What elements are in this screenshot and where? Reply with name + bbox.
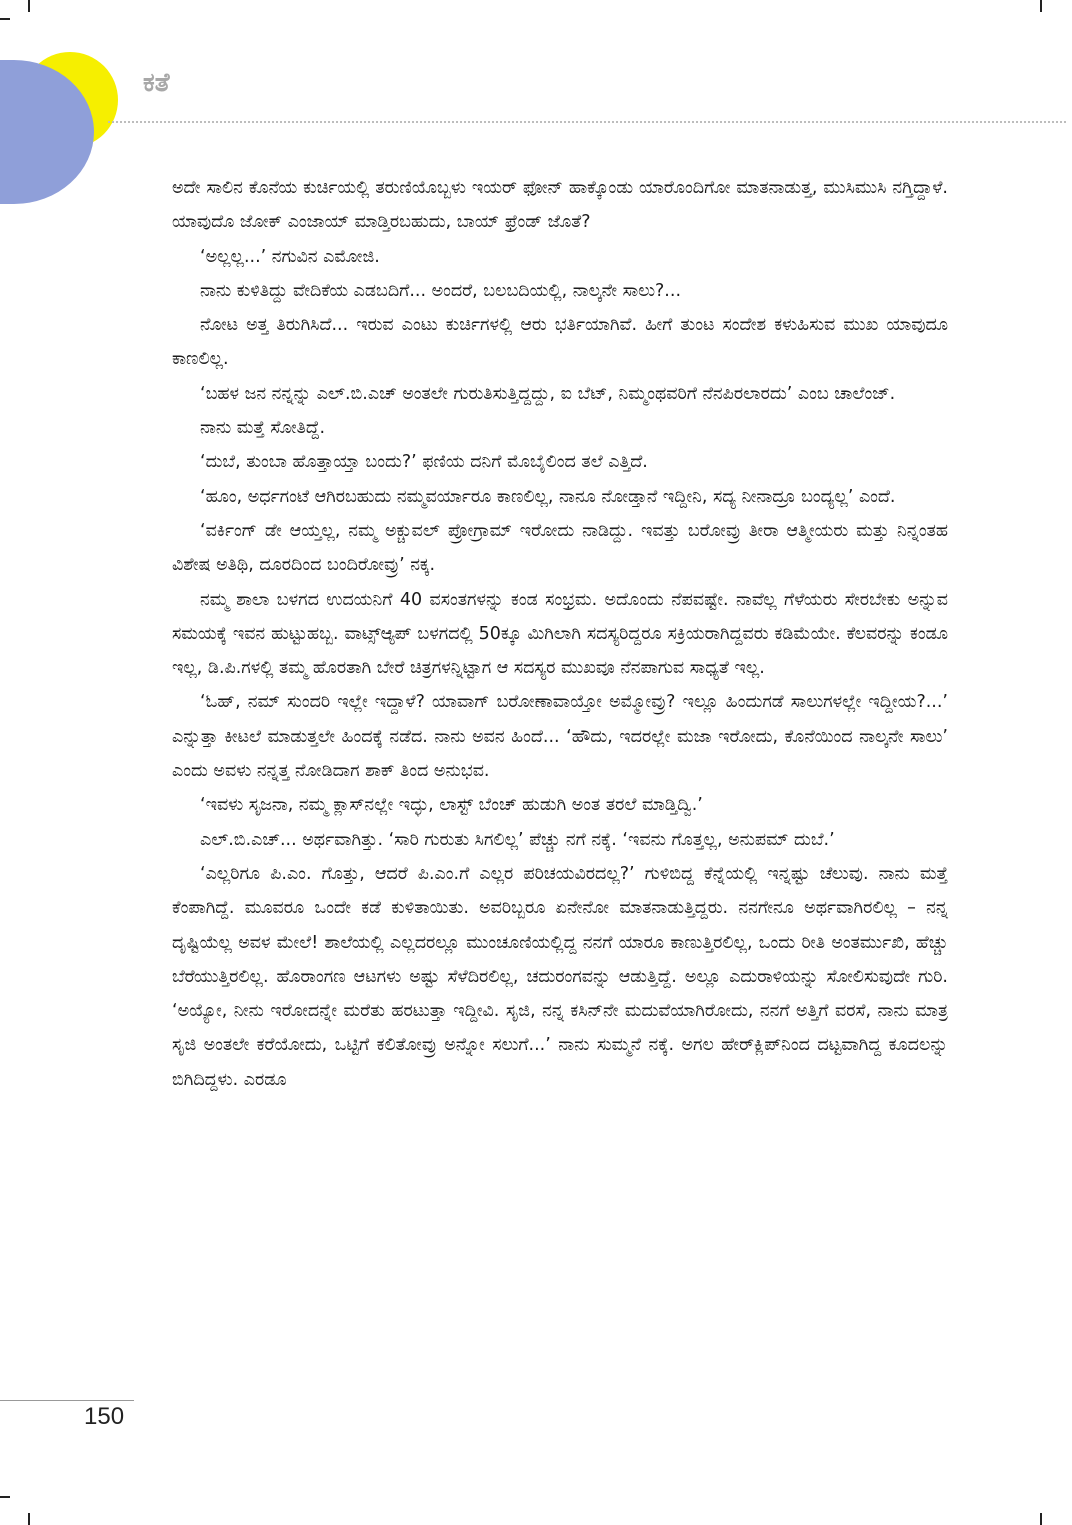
- paragraph: ‘ವರ್ಕಿಂಗ್ ಡೇ ಆಯ್ತಲ್ಲ, ನಮ್ಮ ಅಕ್ಚುವಲ್ ಪ್ರೋಗ್ರಾಮ್ ಇರೋದು ನಾಡಿದ್ದು. ಇವತ್ತು ಬರೋವ್ರು ತೀರಾ ಆತ್ಮೀಯರು ಮತ್ತು ನಿನ್ನಂತಹ ವಿಶೇಷ ಅತಿಥಿ, ದೂರದಿಂದ ಬಂದಿರೋವ್ರು’ ನಕ್ಕ.: [172, 520, 948, 576]
- section-label: ಕತೆ: [143, 68, 170, 98]
- crop-mark-bottom-right: [1040, 1513, 1042, 1525]
- crop-mark-left-upper: [0, 18, 10, 20]
- paragraph: ನಮ್ಮ ಶಾಲಾ ಬಳಗದ ಉದಯನಿಗೆ 40 ವಸಂತಗಳನ್ನು ಕಂಡ ಸಂಭ್ರಮ. ಅದೊಂದು ನೆಪವಷ್ಟೇ. ನಾವೆಲ್ಲ ಗೆಳೆಯರು ಸೇರಬೇಕು ಅನ್ನುವ ಸಮಯಕ್ಕೆ ಇವನ ಹುಟ್ಟುಹಬ್ಬ. ವಾಟ್ಸ್‌ಆ್ಯಪ್ ಬಳಗದಲ್ಲಿ 50ಕ್ಕೂ ಮಿಗಿಲಾಗಿ ಸದಸ್ಯರಿದ್ದರೂ ಸಕ್ರಿಯರಾಗಿದ್ದವರು ಕಡಿಮೆಯೇ. ಕೆಲವರನ್ನು ಕಂಡೂ ಇಲ್ಲ, ಡಿ.ಪಿ.ಗಳಲ್ಲಿ ತಮ್ಮ ಹೊರತಾಗಿ ಬೇರೆ ಚಿತ್ರಗಳನ್ನಿಟ್ಟಾಗ ಆ ಸದಸ್ಯರ ಮುಖವೂ ನೆನಪಾಗುವ ಸಾಧ್ಯತೆ ಇಲ್ಲ.: [172, 589, 948, 679]
- paragraph: ಅದೇ ಸಾಲಿನ ಕೊನೆಯ ಕುರ್ಚಿಯಲ್ಲಿ ತರುಣಿಯೊಬ್ಬಳು ಇಯರ್ ಫೋನ್ ಹಾಕ್ಕೊಂಡು ಯಾರೊಂದಿಗೋ ಮಾತನಾಡುತ್ತ, ಮುಸಿಮುಸಿ ನಗ್ತಿದ್ದಾಳೆ. ಯಾವುದೊ ಜೋಕ್ ಎಂಜಾಯ್ ಮಾಡ್ತಿರಬಹುದು, ಬಾಯ್ ಫ್ರೆಂಡ್ ಜೊತೆ?: [172, 178, 948, 233]
- paragraph: ‘ಬಹಳ ಜನ ನನ್ನನ್ನು ಎಲ್.ಬಿ.ಎಚ್ ಅಂತಲೇ ಗುರುತಿಸುತ್ತಿದ್ದದ್ದು, ಐ ಬೆಟ್, ನಿಮ್ಮಂಥವರಿಗೆ ನೆನಪಿರಲಾರದು’ ಎಂಬ ಚಾಲೆಂಜ್.: [200, 383, 896, 404]
- paragraph: ನೋಟ ಅತ್ತ ತಿರುಗಿಸಿದೆ... ಇರುವ ಎಂಟು ಕುರ್ಚಿಗಳಲ್ಲಿ ಆರು ಭರ್ತಿಯಾಗಿವೆ. ಹೀಗೆ ತುಂಟ ಸಂದೇಶ ಕಳುಹಿಸುವ ಮುಖ ಯಾವುದೂ ಕಾಣಲಿಲ್ಲ.: [172, 315, 948, 370]
- paragraph: ‘ದುಬೆ, ತುಂಬಾ ಹೊತ್ತಾಯ್ತಾ ಬಂದು?’ ಫಣಿಯ ದನಿಗೆ ಮೊಬೈಲಿಂದ ತಲೆ ಎತ್ತಿದೆ.: [200, 452, 648, 473]
- story-body: [172, 171, 948, 1097]
- paragraph: ನಾನು ಮತ್ತೆ ಸೋತಿದ್ದೆ.: [200, 418, 326, 439]
- paragraph: ‘ಓಹ್, ನಮ್ ಸುಂದರಿ ಇಲ್ಲೇ ಇದ್ದಾಳೆ? ಯಾವಾಗ್ ಬರೋಣಾವಾಯ್ತೋ ಅಮ್ಮೋವ್ರು? ಇಲ್ಲೂ ಹಿಂದುಗಡೆ ಸಾಲುಗಳಲ್ಲೇ ಇದ್ದೀಯ?...’ ಎನ್ನುತ್ತಾ ಕೀಟಲೆ ಮಾಡುತ್ತಲೇ ಹಿಂದಕ್ಕೆ ನಡೆದ. ನಾನು ಅವನ ಹಿಂದೆ... ‘ಹೌದು, ಇದರಲ್ಲೇ ಮಜಾ ಇರೋದು, ಕೊನೆಯಿಂದ ನಾಲ್ಕನೇ ಸಾಲು’ ಎಂದು ಅವಳು ನನ್ನತ್ತ ನೋಡಿದಾಗ ಶಾಕ್ ತಿಂದ ಅನುಭವ.: [172, 692, 948, 782]
- paragraph: ‘ಇವಳು ಸೃಜನಾ, ನಮ್ಮ ಕ್ಲಾಸ್‌ನಲ್ಲೇ ಇದ್ಳು, ಲಾಸ್ಟ್ ಬೆಂಚ್ ಹುಡುಗಿ ಅಂತ ತರಲೆ ಮಾಡ್ತಿದ್ವಿ.’: [200, 795, 703, 816]
- crop-mark-top-left: [28, 0, 30, 12]
- paragraph: ನಾನು ಕುಳಿತಿದ್ದು ವೇದಿಕೆಯ ಎಡಬದಿಗೆ... ಅಂದರೆ, ಬಲಬದಿಯಲ್ಲಿ, ನಾಲ್ಕನೇ ಸಾಲು?...: [200, 280, 682, 301]
- footer-divider: [0, 1400, 134, 1401]
- crop-mark-left-lower: [0, 1496, 10, 1498]
- paragraph: ‘ಅಲ್ಲಲ್ಲ...’ ನಗುವಿನ ಎಮೋಜಿ.: [200, 246, 380, 267]
- paragraph: ‘ಎಲ್ಲರಿಗೂ ಪಿ.ಎಂ. ಗೊತ್ತು, ಆದರೆ ಪಿ.ಎಂ.ಗೆ ಎಲ್ಲರ ಪರಿಚಯವಿರದಲ್ಲ?’ ಗುಳಿಬಿದ್ದ ಕೆನ್ನೆಯಲ್ಲಿ ಇನ್ನಷ್ಟು ಚೆಲುವು. ನಾನು ಮತ್ತೆ ಕೆಂಪಾಗಿದ್ದೆ. ಮೂವರೂ ಒಂದೇ ಕಡೆ ಕುಳಿತಾಯಿತು. ಅವರಿಬ್ಬರೂ ಏನೇನೋ ಮಾತನಾಡುತ್ತಿದ್ದರು. ನನಗೇನೂ ಅರ್ಥವಾಗಿರಲಿಲ್ಲ – ನನ್ನ ದೃಷ್ಟಿಯೆಲ್ಲ ಅವಳ ಮೇಲೆ! ಶಾಲೆಯಲ್ಲಿ ಎಲ್ಲದರಲ್ಲೂ ಮುಂಚೂಣಿಯಲ್ಲಿದ್ದ ನನಗೆ ಯಾರೂ ಕಾಣುತ್ತಿರಲಿಲ್ಲ, ಒಂದು ರೀತಿ ಅಂತರ್ಮುಖಿ, ಹೆಚ್ಚು ಬೆರೆಯುತ್ತಿರಲಿಲ್ಲ. ಹೊರಾಂಗಣ ಆಟಗಳು ಅಷ್ಟು ಸೆಳೆದಿರಲಿಲ್ಲ, ಚದುರಂಗವನ್ನು ಆಡುತ್ತಿದ್ದೆ. ಅಲ್ಲೂ ಎದುರಾಳಿಯನ್ನು ಸೋಲಿಸುವುದೇ ಗುರಿ. ‘ಅಯ್ಯೋ, ನೀನು ಇರೋದನ್ನೇ ಮರೆತು ಹರಟುತ್ತಾ ಇದ್ದೀವಿ. ಸೃಜಿ, ನನ್ನ ಕಸಿನ್‌ನೇ ಮದುವೆಯಾಗಿರೋದು, ನನಗೆ ಅತ್ತಿಗೆ ವರಸೆ, ನಾನು ಮಾತ್ರ ಸೃಜಿ ಅಂತಲೇ ಕರೆಯೋದು, ಒಟ್ಟಿಗೆ ಕಲಿತೋವ್ರು ಅನ್ನೋ ಸಲುಗೆ...’ ನಾನು ಸುಮ್ಮನೆ ನಕ್ಕೆ. ಅಗಲ ಹೇರ್‌ಕ್ಲಿಪ್‌ನಿಂದ ದಟ್ಟವಾಗಿದ್ದ ಕೂದಲನ್ನು ಬಿಗಿದಿದ್ದಳು. ಎರಡೂ: [172, 863, 948, 1090]
- header-dotted-divider: [108, 121, 1066, 123]
- crop-mark-bottom-left: [28, 1513, 30, 1525]
- paragraph: ‘ಹೂಂ, ಅರ್ಧಗಂಟೆ ಆಗಿರಬಹುದು ನಮ್ಮವರ್ಯಾರೂ ಕಾಣಲಿಲ್ಲ, ನಾನೂ ನೋಡ್ತಾನೆ ಇದ್ದೀನಿ, ಸದ್ಯ ನೀನಾದ್ರೂ ಬಂದ್ಯಲ್ಲ’ ಎಂದೆ.: [200, 486, 896, 507]
- page-number: 150: [84, 1403, 125, 1430]
- paragraph: ಎಲ್.ಬಿ.ಎಚ್... ಅರ್ಥವಾಗಿತ್ತು. ‘ಸಾರಿ ಗುರುತು ಸಿಗಲಿಲ್ಲ’ ಪೆಚ್ಚು ನಗೆ ನಕ್ಕೆ. ‘ಇವನು ಗೊತ್ತಲ್ಲ, ಅನುಪಮ್ ದುಬೆ.’: [200, 829, 835, 850]
- crop-mark-top-right: [1040, 0, 1042, 12]
